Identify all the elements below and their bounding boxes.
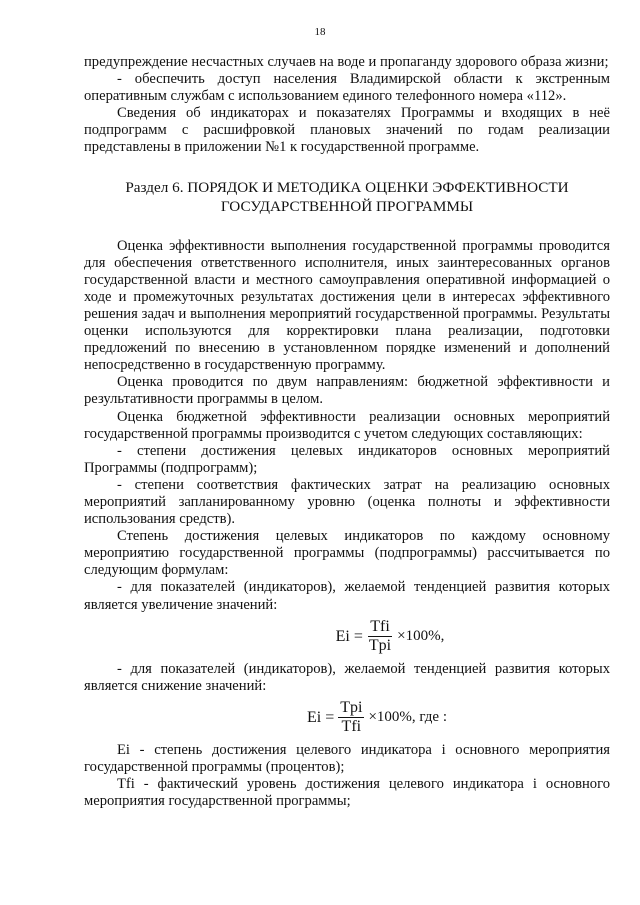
page-number: 18 [314,26,326,38]
paragraph: Оценка проводится по двум направлениям: бюджетной эффективности и результативности программы в целом. [84,374,610,408]
paragraph: - степени соответствия фактических затрат на реализацию основных мероприятий запланированному уровню (оценка полноты и эффективности использования средств). [84,476,610,528]
formula-decrease [84,699,610,736]
formula-lhs: Ei = [335,627,363,645]
paragraph: Оценка эффективности выполнения государственной программы проводится для обеспечения ответственного исполнителя, иных заинтересованных органов государственной власти и местного самоуправления оперативной информацией о ходе и промежуточных результатах достижения цели в интересах эффективного решения задач и выполнения мероприятий государственной программы. Результаты оценки используются для корректировки плана реализации, подготовки предложений по внесению в установленном порядке изменений и дополнений непосредственно в государственную программу. [84,237,610,374]
paragraph: Сведения об индикаторах и показателях Программы и входящих в неё подпрограмм с расшифровкой плановых значений по годам реализации представлены в приложении №1 к государственной программе. [84,105,610,156]
section-title: Раздел 6. ПОРЯДОК И МЕТОДИКА ОЦЕНКИ ЭФФЕКТИВНОСТИ ГОСУДАРСТВЕННОЙ ПРОГРАММЫ [125,178,569,215]
formula-fraction [367,618,393,655]
formula-tail: ×100%, [397,627,445,644]
formula-numerator: Tpi [340,698,363,716]
paragraph: - для показателей (индикаторов), желаемой тенденцией развития которых является снижение значений: [84,660,610,694]
definition-paragraph: Ei - степень достижения целевого индикатора i основного мероприятия государственной программы (процентов); [84,741,610,775]
formula-denominator: Tfi [341,717,362,735]
document-body [84,54,610,810]
definition-paragraph: Tfi - фактический уровень достижения целевого индикатора i основного мероприятия государственной программы; [84,776,610,810]
paragraph: - степени достижения целевых индикаторов основных мероприятий Программы (подпрограмм); [84,442,610,476]
formula-numerator: Tfi [370,617,390,635]
formula-lhs: Ei = [306,708,335,726]
formula-tail: ×100%, где : [368,708,448,725]
paragraph: - для показателей (индикаторов), желаемой тенденцией развития которых является увеличение значений: [84,579,610,613]
formula-increase [84,618,610,655]
paragraph: Степень достижения целевых индикаторов по каждому основному мероприятию государственной программы (подпрограммы) рассчитывается по следующим формулам: [84,528,610,579]
formula-denominator: Tpi [368,636,392,654]
formula-fraction [338,699,364,736]
paragraph: - обеспечить доступ населения Владимирской области к экстренным оперативным службам с использованием единого телефонного номера «112». [84,71,610,105]
paragraph: Оценка бюджетной эффективности реализации основных мероприятий государственной программы производится с учетом следующих составляющих: [84,408,610,442]
paragraph: предупреждение несчастных случаев на воде и пропаганду здорового образа жизни; [84,54,609,70]
